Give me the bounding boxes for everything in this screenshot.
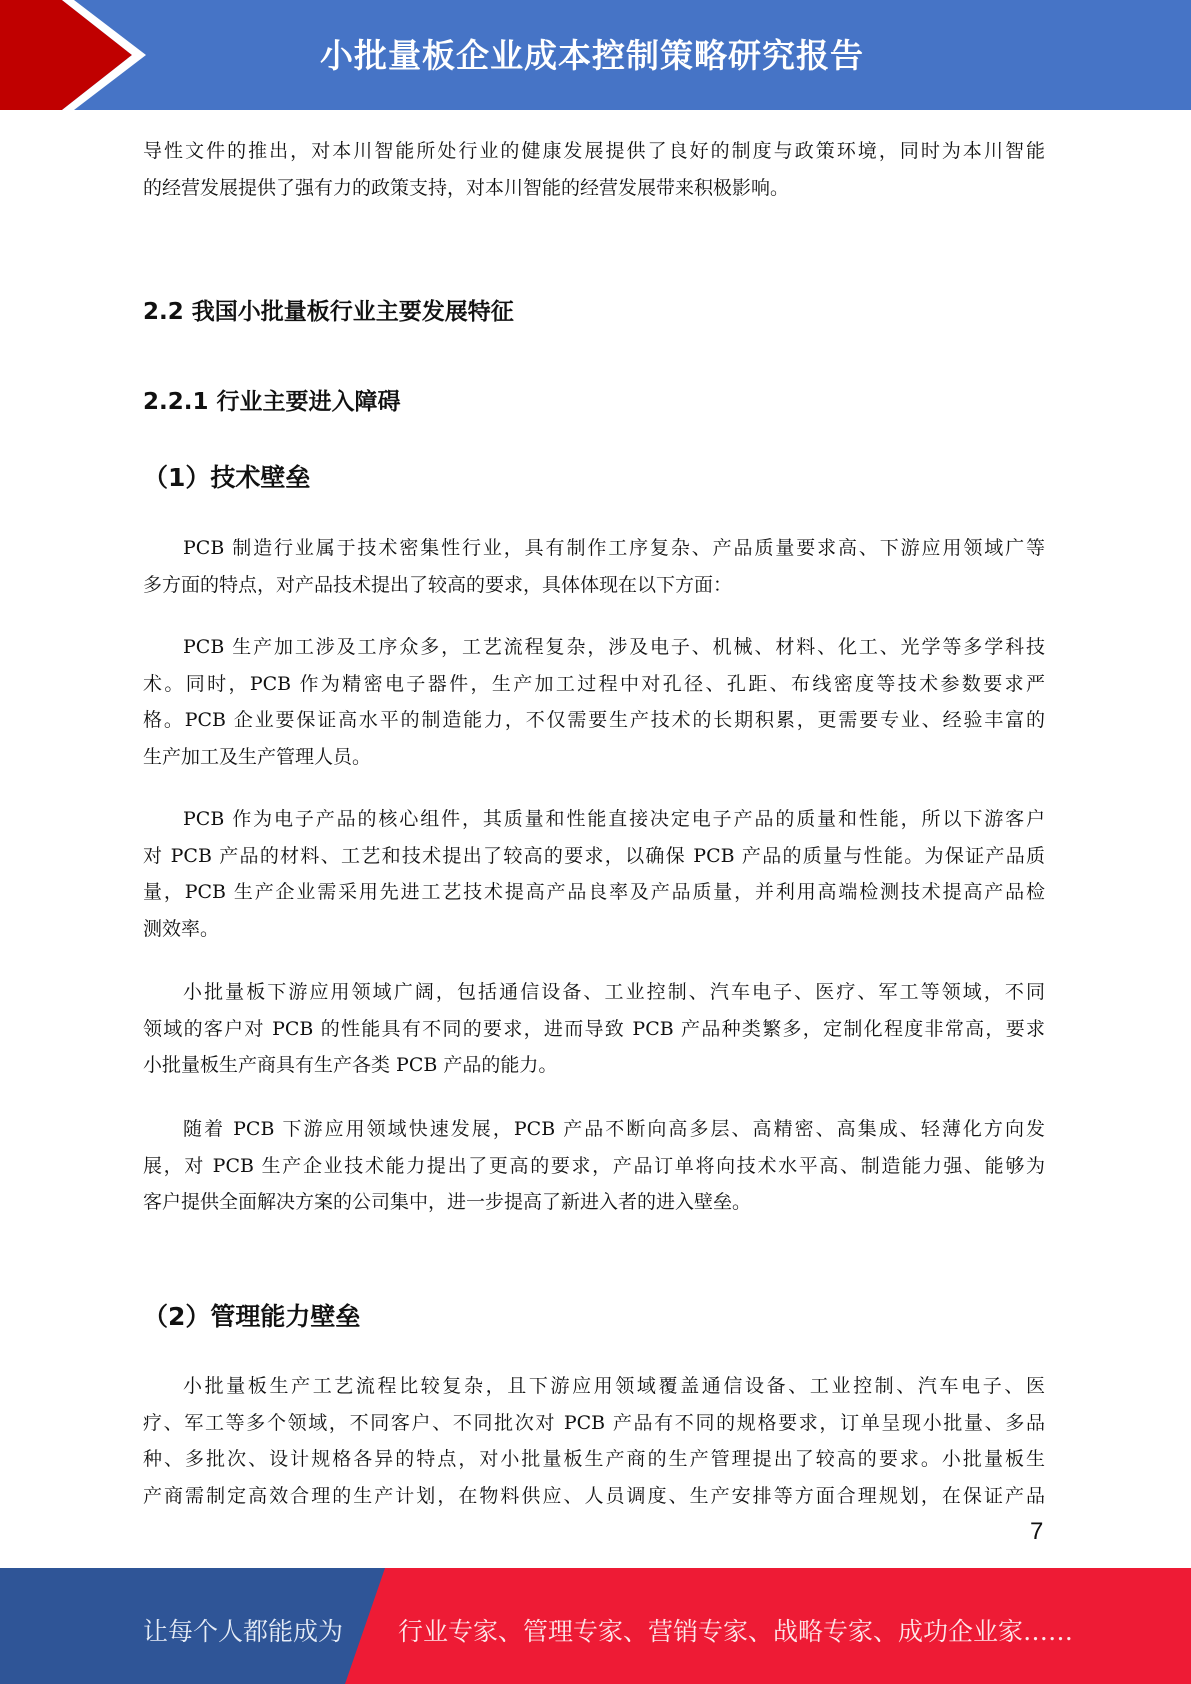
- text-line: 生产加工及生产管理人员。: [143, 745, 372, 768]
- text-line: 小批量板生产商具有生产各类 PCB 产品的能力。: [143, 1054, 558, 1076]
- text-line: 测效率。: [143, 917, 220, 940]
- text-line: 小批量板下游应用领域广阔，包括通信设备、工业控制、汽车电子、医疗、军工等领域，不同: [183, 981, 1045, 1003]
- text-line: PCB 生产加工涉及工序众多，工艺流程复杂，涉及电子、机械、材料、化工、光学等多学科技: [183, 636, 1045, 658]
- text-line: 小批量板生产工艺流程比较复杂，且下游应用领域覆盖通信设备、工业控制、汽车电子、医: [183, 1375, 1045, 1397]
- text-line: 疗、军工等多个领域，不同客户、不同批次对 PCB 产品有不同的规格要求，订单呈现小批量、多品: [143, 1411, 1045, 1434]
- section-heading: 2.2 我国小批量板行业主要发展特征: [143, 299, 514, 325]
- text-line: PCB 作为电子产品的核心组件，其质量和性能直接决定电子产品的质量和性能，所以下游客户: [183, 808, 1045, 830]
- text-line: 种、多批次、设计规格各异的特点，对小批量板生产商的生产管理提出了较高的要求。小批量板生: [143, 1448, 1045, 1470]
- paragraph: [143, 974, 1045, 1084]
- page-number: 7: [1030, 1518, 1044, 1545]
- page-footer: [0, 1568, 1191, 1684]
- text-line: 展，对 PCB 生产企业技术能力提出了更高的要求，产品订单将向技术水平高、制造能力强、能够为: [143, 1154, 1045, 1177]
- text-line: PCB 制造行业属于技术密集性行业，具有制作工序复杂、产品质量要求高、下游应用领域广等: [183, 537, 1045, 559]
- footer-slogan-left: 让每个人都能成为: [143, 1617, 344, 1646]
- paragraph: [143, 1368, 1045, 1514]
- text-line: 导性文件的推出，对本川智能所处行业的健康发展提供了良好的制度与政策环境，同时为本川智能: [143, 140, 1045, 162]
- text-line: 术。同时，PCB 作为精密电子器件，生产加工过程中对孔径、孔距、布线密度等技术参数要求严: [143, 672, 1045, 695]
- subheading-tech-barrier: （1）技术壁垒: [143, 463, 311, 492]
- text-line: 格。PCB 企业要保证高水平的制造能力，不仅需要生产技术的长期积累，更需要专业、经验丰富的: [143, 709, 1045, 731]
- text-line: 领域的客户对 PCB 的性能具有不同的要求，进而导致 PCB 产品种类繁多，定制化程度非常高，要求: [143, 1017, 1045, 1040]
- paragraph: [143, 629, 1045, 775]
- red-arrow-decoration: [0, 0, 160, 110]
- subsection-heading: 2.2.1 行业主要进入障碍: [143, 389, 401, 415]
- text-line: 产商需制定高效合理的生产计划，在物料供应、人员调度、生产安排等方面合理规划，在保证产品: [143, 1484, 1045, 1507]
- text-line: 客户提供全面解决方案的公司集中，进一步提高了新进入者的进入壁垒。: [143, 1191, 752, 1213]
- paragraph: [143, 530, 1045, 603]
- text-line: 量，PCB 生产企业需采用先进工艺技术提高产品良率及产品质量，并利用高端检测技术提高产品检: [143, 881, 1045, 903]
- footer-slogan-right: 行业专家、管理专家、营销专家、战略专家、成功企业家……: [398, 1617, 1074, 1646]
- text-line: 随着 PCB 下游应用领域快速发展，PCB 产品不断向高多层、高精密、高集成、轻薄化方向发: [183, 1118, 1045, 1140]
- text-line: 对 PCB 产品的材料、工艺和技术提出了较高的要求，以确保 PCB 产品的质量与性能。为保证产品质: [143, 844, 1045, 867]
- paragraph: [143, 801, 1045, 947]
- paragraph: [143, 133, 1045, 206]
- report-title: 小批量板企业成本控制策略研究报告: [320, 36, 864, 75]
- paragraph: [143, 1111, 1045, 1221]
- text-line: 多方面的特点，对产品技术提出了较高的要求，具体体现在以下方面：: [143, 573, 733, 596]
- text-line: 的经营发展提供了强有力的政策支持，对本川智能的经营发展带来积极影响。: [143, 176, 790, 199]
- page-header: [0, 0, 1191, 110]
- subheading-management-barrier: （2）管理能力壁垒: [143, 1302, 361, 1331]
